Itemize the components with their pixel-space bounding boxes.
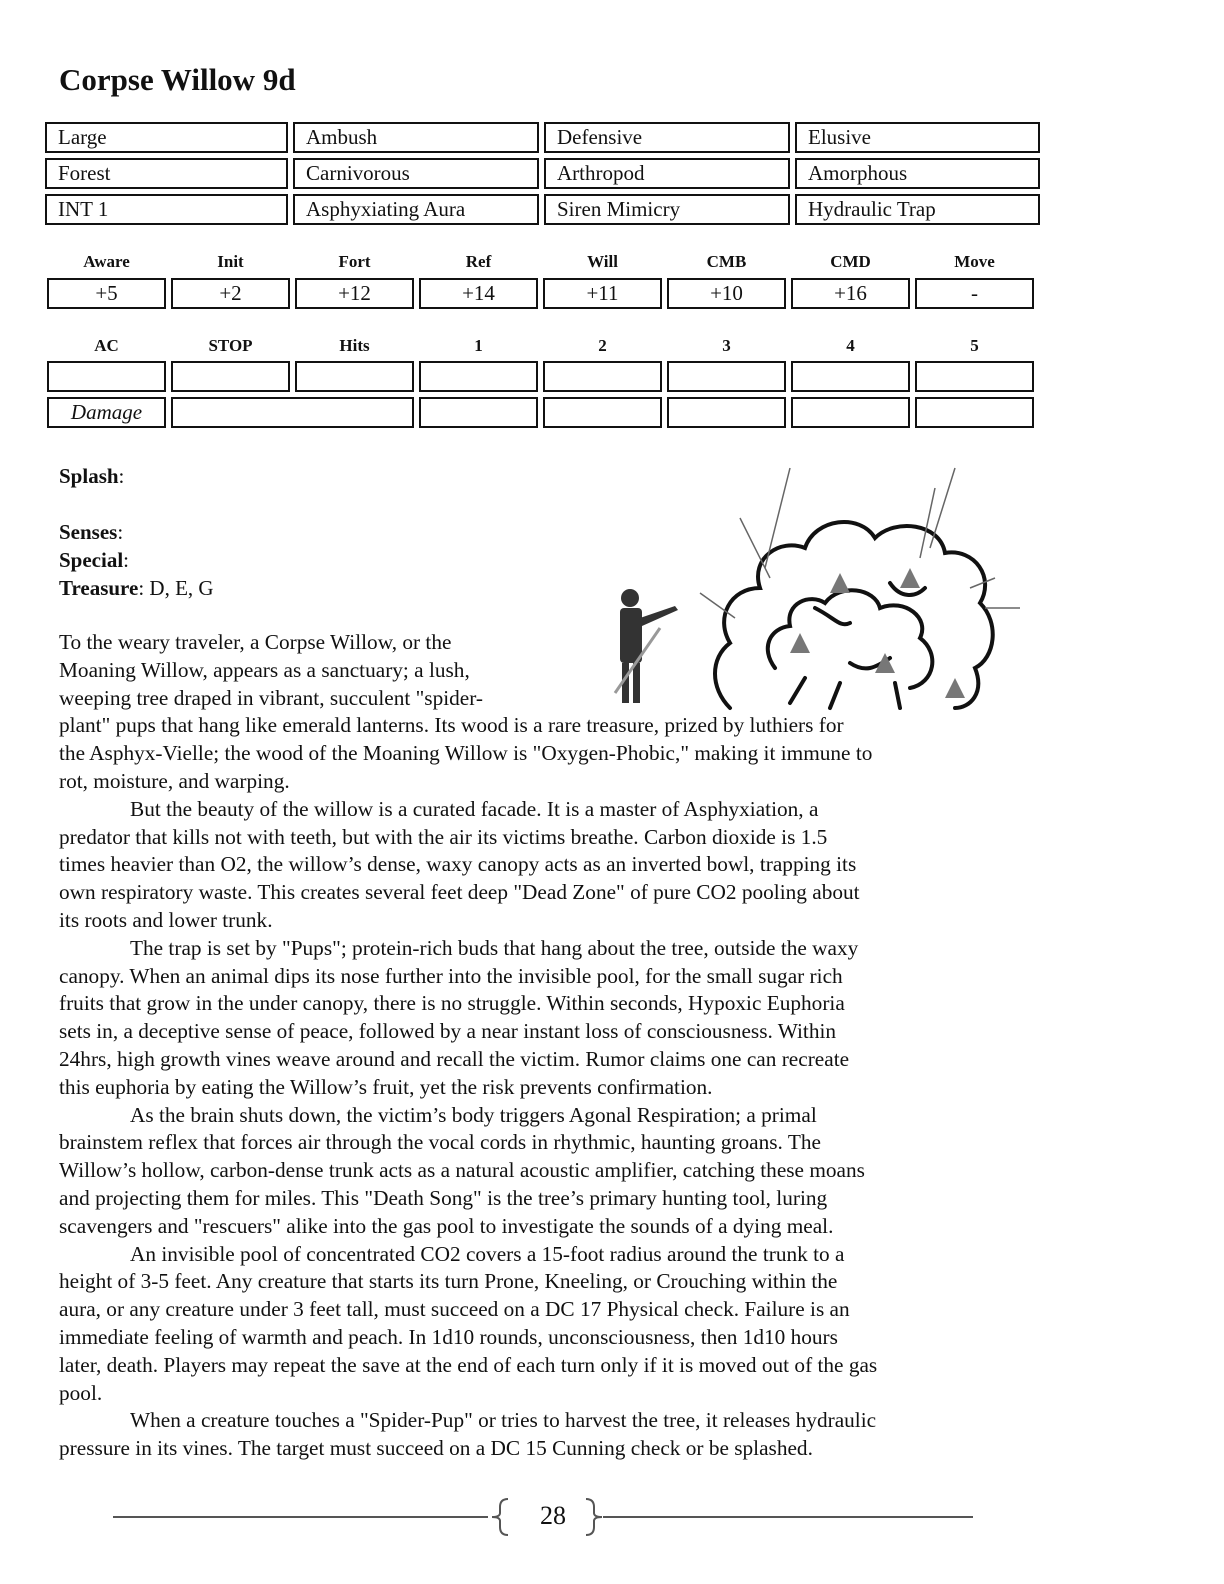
stat-label: Ref bbox=[465, 252, 492, 271]
trait-cell: Arthropod bbox=[544, 158, 790, 189]
paragraph-line: pressure in its vines. The target must succeed on a DC 15 Cunning check or be splashed. bbox=[59, 1436, 813, 1461]
page-title: Corpse Willow 9d bbox=[59, 62, 296, 97]
hit-box[interactable] bbox=[171, 361, 290, 392]
hit-label: AC bbox=[94, 336, 119, 355]
stat-label: Init bbox=[217, 252, 244, 271]
hit-box[interactable] bbox=[791, 361, 910, 392]
stat-value: +16 bbox=[791, 278, 910, 309]
paragraph-line: brainstem reflex that forces air through the vocal cords in rhythmic, haunting groans. The bbox=[59, 1130, 821, 1155]
damage-box[interactable] bbox=[171, 397, 414, 428]
special-field: Special: bbox=[59, 548, 130, 572]
stat-label: CMB bbox=[706, 252, 747, 271]
paragraph-line: and projecting them for miles. This "Death Song" is the tree’s primary hunting tool, luring bbox=[59, 1185, 828, 1210]
paragraph-line: weeping tree draped in vibrant, succulent "spider- bbox=[59, 685, 483, 710]
paragraph-line: aura, or any creature under 3 feet tall, must succeed on a DC 17 Physical check. Failure is an bbox=[59, 1297, 850, 1322]
stat-value: +11 bbox=[543, 278, 662, 309]
hit-labels bbox=[47, 336, 1034, 356]
treasure-label: Treasure bbox=[59, 576, 139, 600]
trait-cell: Defensive bbox=[544, 122, 790, 153]
paragraph-line: An invisible pool of concentrated CO2 covers a 15-foot radius around the trunk to a bbox=[130, 1241, 845, 1266]
trait-cell: Carnivorous bbox=[293, 158, 539, 189]
stat-labels bbox=[47, 252, 1034, 272]
trait-cell: Hydraulic Trap bbox=[795, 194, 1040, 225]
paragraph-line: Moaning Willow, appears as a sanctuary; a lush, bbox=[59, 657, 470, 682]
damage-box[interactable] bbox=[667, 397, 786, 428]
hit-box[interactable] bbox=[419, 361, 538, 392]
paragraph-line: this euphoria by eating the Willow’s fruit, yet the risk prevents confirmation. bbox=[59, 1074, 713, 1099]
hit-box[interactable] bbox=[667, 361, 786, 392]
stat-value: +2 bbox=[171, 278, 290, 309]
hit-label: Hits bbox=[339, 336, 370, 355]
hit-label: 3 bbox=[722, 336, 731, 355]
page-number: 28 bbox=[540, 1501, 566, 1530]
paragraph-line: plant" pups that hang like emerald lanterns. Its wood is a rare treasure, prized by luthiers for bbox=[59, 713, 844, 738]
paragraph-line: own respiratory waste. This creates several feet deep "Dead Zone" of pure CO2 pooling about bbox=[59, 880, 860, 905]
splash-label: Splash bbox=[59, 464, 119, 488]
paragraph-line: 24hrs, high growth vines weave around and recall the victim. Rumor claims one can recreate bbox=[59, 1046, 850, 1071]
paragraph-line: But the beauty of the willow is a curated facade. It is a master of Asphyxiation, a bbox=[130, 796, 819, 821]
paragraph-line: later, death. Players may repeat the save at the end of each turn only if it is moved out of the gas bbox=[59, 1352, 878, 1377]
trait-cell: Ambush bbox=[293, 122, 539, 153]
hit-label: STOP bbox=[208, 336, 253, 355]
trait-cell: Elusive bbox=[795, 122, 1040, 153]
paragraph-line: rot, moisture, and warping. bbox=[59, 768, 290, 793]
senses-label: Senses bbox=[59, 520, 118, 544]
paragraph-line: canopy. When an animal dips its nose further into the invisible pool, for the small sugar rich bbox=[59, 963, 843, 988]
hit-box[interactable] bbox=[543, 361, 662, 392]
hit-boxes bbox=[47, 361, 1034, 392]
hit-box[interactable] bbox=[295, 361, 414, 392]
paragraph-line: As the brain shuts down, the victim’s body triggers Agonal Respiration; a primal bbox=[130, 1102, 817, 1127]
hit-label: 2 bbox=[598, 336, 607, 355]
paragraph-line: Willow’s hollow, carbon-dense trunk acts as a natural acoustic amplifier, catching these moans bbox=[59, 1158, 865, 1183]
stat-value: +14 bbox=[419, 278, 538, 309]
paragraph-line: fruits that grow in the under canopy, there is no struggle. Within seconds, Hypoxic Euphoria bbox=[59, 991, 845, 1016]
stat-label: Move bbox=[954, 252, 995, 271]
paragraph-line: pool. bbox=[59, 1380, 103, 1405]
hit-label: 4 bbox=[846, 336, 855, 355]
senses-field: Senses: bbox=[59, 520, 124, 544]
stat-value: - bbox=[915, 278, 1034, 309]
trait-cell: Siren Mimicry bbox=[544, 194, 790, 225]
footer-rule-left bbox=[113, 1516, 488, 1518]
stat-label: Will bbox=[587, 252, 618, 271]
description bbox=[59, 629, 877, 1463]
stat-label: CMD bbox=[830, 252, 871, 271]
stat-label: Aware bbox=[83, 252, 130, 271]
paragraph-line: When a creature touches a "Spider-Pup" or tries to harvest the tree, it releases hydraulic bbox=[130, 1408, 877, 1433]
stat-value: +5 bbox=[47, 278, 166, 309]
trait-cell: Asphyxiating Aura bbox=[293, 194, 539, 225]
paragraph-line: immediate feeling of warmth and peach. In 1d10 rounds, unconsciousness, then 1d10 hours bbox=[59, 1324, 838, 1349]
hit-box[interactable] bbox=[915, 361, 1034, 392]
stat-value: +10 bbox=[667, 278, 786, 309]
paragraph-line: predator that kills not with teeth, but with the air its victims breathe. Carbon dioxide is 1.5 bbox=[59, 824, 828, 849]
trait-cell: Large bbox=[45, 122, 288, 153]
left-brace-icon bbox=[488, 1497, 528, 1537]
treasure-field: Treasure: D, E, G bbox=[59, 576, 214, 600]
paragraph-line: sets in, a deceptive sense of peace, followed by a near instant loss of consciousness. Within bbox=[59, 1019, 837, 1044]
paragraph-line: height of 3-5 feet. Any creature that starts its turn Prone, Kneeling, or Crouching within the bbox=[59, 1269, 838, 1294]
trait-cell: INT 1 bbox=[45, 194, 288, 225]
damage-box[interactable] bbox=[543, 397, 662, 428]
paragraph-line: its roots and lower trunk. bbox=[59, 907, 273, 932]
special-label: Special bbox=[59, 548, 124, 572]
damage-label: Damage bbox=[47, 397, 166, 428]
hit-label: 1 bbox=[474, 336, 483, 355]
paragraph-line: To the weary traveler, a Corpse Willow, or the bbox=[59, 630, 452, 654]
damage-row bbox=[47, 397, 1034, 428]
treasure-value: D, E, G bbox=[144, 576, 214, 600]
footer-rule-right bbox=[603, 1516, 973, 1518]
paragraph-line: The trap is set by "Pups"; protein-rich buds that hang about the tree, outside the waxy bbox=[130, 935, 859, 960]
paragraph-line: times heavier than O2, the willow’s dense, waxy canopy acts as an inverted bowl, trapping its bbox=[59, 852, 857, 877]
splash-field: Splash: bbox=[59, 464, 125, 488]
damage-box[interactable] bbox=[419, 397, 538, 428]
trait-cell: Amorphous bbox=[795, 158, 1040, 189]
hit-box[interactable] bbox=[47, 361, 166, 392]
fields bbox=[59, 462, 214, 602]
traits-table bbox=[45, 122, 1040, 225]
damage-box[interactable] bbox=[791, 397, 910, 428]
page-footer bbox=[113, 1497, 973, 1537]
trait-cell: Forest bbox=[45, 158, 288, 189]
damage-box[interactable] bbox=[915, 397, 1034, 428]
hit-label: 5 bbox=[970, 336, 979, 355]
paragraph-line: the Asphyx-Vielle; the wood of the Moaning Willow is "Oxygen-Phobic," making it immune to bbox=[59, 741, 873, 766]
stat-value: +12 bbox=[295, 278, 414, 309]
stat-label: Fort bbox=[338, 252, 371, 271]
stat-values bbox=[47, 278, 1034, 309]
paragraph-line: scavengers and "rescuers" alike into the gas pool to investigate the sounds of a dying meal. bbox=[59, 1213, 834, 1238]
